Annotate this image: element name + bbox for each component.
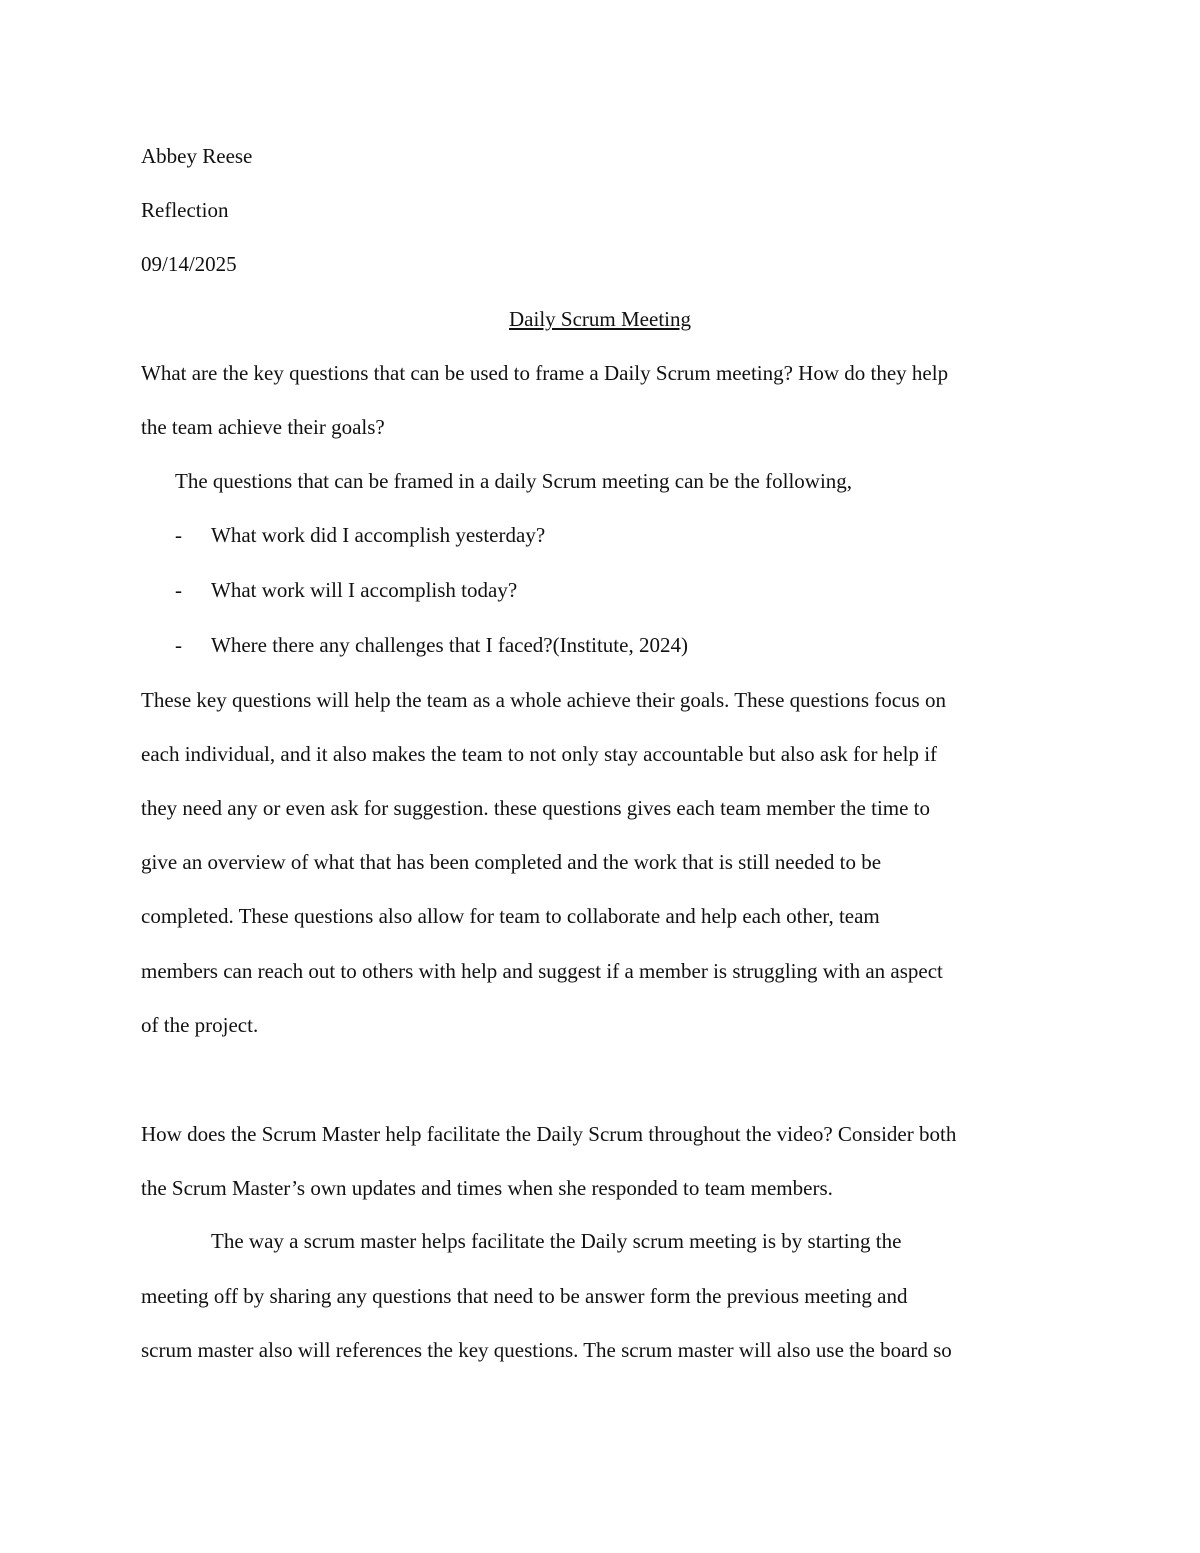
answer-1-line: give an overview of what that has been completed and the work that is still needed to be	[141, 850, 882, 874]
answer-2-line: scrum master also will references the key questions. The scrum master will also use the board so	[141, 1338, 952, 1362]
bullet-dash: -	[175, 523, 182, 547]
answer-1-line: members can reach out to others with help and suggest if a member is struggling with an aspect	[141, 959, 943, 983]
question-1-line: the team achieve their goals?	[141, 415, 385, 439]
question-2-line: the Scrum Master’s own updates and times when she responded to team members.	[141, 1176, 833, 1200]
answer-1-line: each individual, and it also makes the team to not only stay accountable but also ask for help if	[141, 742, 938, 766]
answer-1-intro: The questions that can be framed in a daily Scrum meeting can be the following,	[175, 469, 853, 493]
question-1-line: What are the key questions that can be used to frame a Daily Scrum meeting? How do they help	[141, 361, 949, 385]
answer-1-line: they need any or even ask for suggestion. these questions gives each team member the time to	[141, 796, 931, 820]
list-item	[175, 576, 517, 604]
author-name: Abbey Reese	[141, 144, 253, 168]
list-item-text: Where there any challenges that I faced?(Institute, 2024)	[211, 633, 688, 657]
document-date: 09/14/2025	[141, 252, 237, 276]
answer-1-line: completed. These questions also allow for team to collaborate and help each other, team	[141, 904, 880, 928]
list-item	[175, 521, 545, 549]
list-item-text: What work did I accomplish yesterday?	[211, 523, 546, 547]
assignment-type: Reflection	[141, 198, 229, 222]
answer-1-line: of the project.	[141, 1013, 259, 1037]
document-title: Daily Scrum Meeting	[509, 307, 691, 331]
answer-1-line: These key questions will help the team as a whole achieve their goals. These questions focus on	[141, 688, 946, 712]
list-item-text: What work will I accomplish today?	[211, 578, 518, 602]
answer-2-line: meeting off by sharing any questions that need to be answer form the previous meeting and	[141, 1284, 908, 1308]
question-2-line: How does the Scrum Master help facilitate the Daily Scrum throughout the video? Consider both	[141, 1122, 957, 1146]
bullet-dash: -	[175, 633, 182, 657]
list-item	[175, 631, 688, 659]
answer-2-line: The way a scrum master helps facilitate the Daily scrum meeting is by starting the	[211, 1229, 902, 1253]
bullet-dash: -	[175, 578, 182, 602]
